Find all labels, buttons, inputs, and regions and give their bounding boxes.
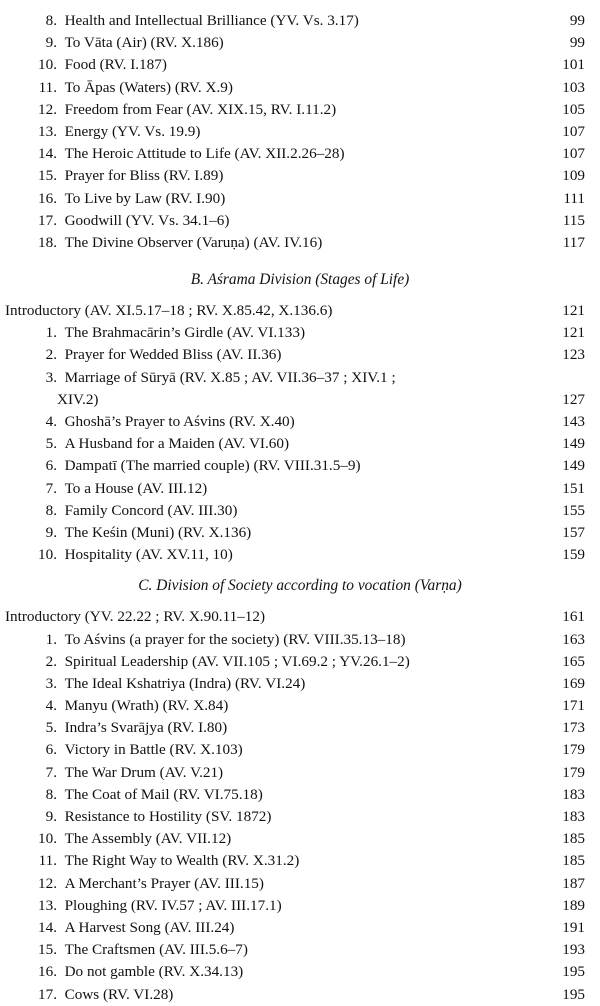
page-number: 99 (569, 34, 585, 52)
entry-title: Ghoshā’s Prayer to Aśvins (RV. X.40) (64, 413, 295, 430)
entry-number: 8. (45, 785, 57, 803)
page-number: 179 (562, 741, 585, 759)
page-number: 101 (562, 56, 585, 74)
entry-title: The Brahmacārin’s Girdle (AV. VI.133) (64, 324, 306, 342)
entry-number: 6. (45, 457, 57, 475)
page-number: 103 (562, 78, 585, 96)
toc-entry (0, 143, 600, 165)
entry-number: 16. (38, 963, 57, 981)
page-number: 115 (562, 211, 585, 229)
entry-title: To Vāta (Air) (RV. X.186) (64, 34, 224, 52)
entry-number: 12. (38, 874, 57, 892)
page-number: 169 (562, 674, 585, 692)
entry-title: The Ideal Kshatriya (Indra) (RV. VI.24) (64, 674, 306, 692)
page-number: 149 (562, 435, 585, 453)
page-number: 105 (562, 100, 585, 118)
entry-title: Victory in Battle (RV. X.103) (64, 741, 243, 759)
entry-title: The War Drum (AV. V.21) (64, 763, 224, 781)
contents-list-c (0, 629, 600, 1006)
toc-entry (0, 961, 600, 983)
page-number: 149 (562, 457, 585, 475)
page-number: 111 (563, 189, 585, 207)
entry-title: Health and Intellectual Brilliance (YV. Vs. 3.17) (64, 12, 359, 29)
toc-entry (0, 895, 600, 917)
page-number: 179 (562, 763, 585, 781)
page-number: 173 (562, 719, 585, 737)
contents-list-a (0, 10, 600, 254)
toc-entry (0, 739, 600, 761)
entry-number: 9. (45, 808, 57, 825)
toc-entry (0, 629, 600, 651)
entry-number: 12. (38, 100, 57, 118)
entry-number: 11. (38, 852, 57, 870)
entry-title: To Live by Law (RV. I.90) (64, 189, 226, 207)
toc-entry (0, 77, 600, 99)
entry-number: 13. (38, 122, 57, 140)
toc-entry (0, 210, 600, 232)
entry-title: Manyu (Wrath) (RV. X.84) (64, 697, 229, 715)
section-c-introductory (0, 606, 600, 628)
section-b-introductory (0, 300, 600, 322)
contents-list-b (0, 322, 600, 566)
toc-entry (0, 433, 600, 455)
toc-entry (0, 344, 600, 366)
entry-number: 11. (38, 78, 57, 96)
entry-number: 18. (38, 233, 57, 251)
page-number: 155 (562, 501, 585, 519)
page-number: 171 (562, 697, 585, 715)
entry-title: To Āpas (Waters) (RV. X.9) (64, 78, 233, 96)
entry-number: 17. (38, 211, 57, 229)
entry-number: 9. (45, 523, 57, 541)
toc-entry (0, 717, 600, 739)
entry-title: Cows (RV. VI.28) (64, 985, 174, 1003)
entry-number: 1. (45, 324, 57, 342)
toc-entry (0, 917, 600, 939)
page-number: 185 (562, 830, 585, 848)
section-b-heading: B. Aśrama Division (Stages of Life) (190, 271, 410, 289)
entry-number: 14. (38, 918, 57, 936)
toc-entry (0, 762, 600, 784)
page-number: 163 (562, 630, 585, 648)
entry-title: Freedom from Fear (AV. XIX.15, RV. I.11.2) (64, 100, 337, 118)
page-number: 157 (562, 523, 585, 541)
entry-title: The Heroic Attitude to Life (AV. XII.2.26–28) (64, 145, 345, 163)
page-number: 123 (562, 346, 585, 364)
page-number: 159 (562, 546, 585, 564)
entry-title: To Aśvins (a prayer for the society) (RV. VIII.35.13–18) (64, 630, 406, 648)
page-number: 99 (569, 12, 585, 29)
page-number: 107 (562, 145, 585, 163)
entry-title: The Craftsmen (AV. III.5.6–7) (64, 941, 248, 959)
page-number: 187 (562, 874, 585, 892)
page-number: 161 (562, 608, 585, 626)
page-number: 143 (562, 413, 585, 430)
entry-number: 9. (45, 34, 57, 52)
section-c-heading: C. Division of Society according to vocation (Varṇa) (138, 577, 462, 595)
page-number: 127 (562, 390, 585, 408)
page-number: 121 (562, 302, 585, 320)
entry-title: Hospitality (AV. XV.11, 10) (64, 546, 233, 564)
entry-number: 15. (38, 941, 57, 959)
toc-entry (0, 544, 600, 566)
toc-entry (0, 188, 600, 210)
toc-entry (0, 54, 600, 76)
toc-entry (0, 806, 600, 828)
entry-title: The Right Way to Wealth (RV. X.31.2) (64, 852, 300, 870)
entry-title: The Assembly (AV. VII.12) (64, 830, 232, 848)
page-number: 183 (562, 785, 585, 803)
entry-number: 7. (45, 763, 57, 781)
page-number: 107 (562, 122, 585, 140)
page-number: 117 (562, 233, 585, 251)
entry-title: Introductory (AV. XI.5.17–18 ; RV. X.85.42, X.136.6) (5, 302, 333, 320)
toc-entry (0, 322, 600, 344)
page-number: 189 (562, 896, 585, 914)
page-number: 193 (562, 941, 585, 959)
toc-entry (0, 232, 600, 254)
toc-entry (0, 850, 600, 872)
toc-entry (0, 478, 600, 500)
page-number: 165 (562, 652, 585, 670)
entry-number: 6. (45, 741, 57, 759)
entry-title: Indra’s Svarājya (RV. I.80) (64, 719, 228, 737)
entry-number: 13. (38, 896, 57, 914)
entry-title: The Coat of Mail (RV. VI.75.18) (64, 785, 263, 803)
page-number: 121 (562, 324, 585, 342)
toc-entry (0, 522, 600, 544)
entry-number: 14. (38, 145, 57, 163)
entry-number: 3. (45, 368, 57, 386)
toc-entry (0, 873, 600, 895)
entry-number: 2. (45, 346, 57, 364)
page-number: 109 (562, 167, 585, 185)
entry-number: 10. (38, 56, 57, 74)
entry-title: A Harvest Song (AV. III.24) (64, 918, 235, 936)
entry-title: Food (RV. I.187) (64, 56, 167, 74)
page-number: 195 (562, 963, 585, 981)
entry-title: A Merchant’s Prayer (AV. III.15) (64, 874, 264, 892)
toc-entry (0, 984, 600, 1006)
entry-title: Prayer for Wedded Bliss (AV. II.36) (64, 346, 282, 364)
entry-number: 15. (38, 167, 57, 185)
page-number: 185 (562, 852, 585, 870)
entry-title: Energy (YV. Vs. 19.9) (64, 122, 201, 140)
toc-entry (0, 695, 600, 717)
entry-number: 2. (45, 652, 57, 670)
toc-entry (0, 673, 600, 695)
entry-title: To a House (AV. III.12) (64, 479, 208, 497)
toc-entry-continuation (0, 389, 600, 411)
entry-title: Marriage of Sūryā (RV. X.85 ; AV. VII.36–37 ; XIV.1 ; (64, 368, 396, 386)
entry-title: Goodwill (YV. Vs. 34.1–6) (64, 211, 230, 229)
entry-number: 8. (45, 12, 57, 29)
entry-number: 4. (45, 413, 57, 430)
entry-title: Family Concord (AV. III.30) (64, 501, 238, 519)
entry-title: Spiritual Leadership (AV. VII.105 ; VI.69.2 ; YV.26.1–2) (64, 652, 410, 670)
toc-entry (0, 121, 600, 143)
entry-title: The Divine Observer (Varuṇa) (AV. IV.16) (64, 233, 323, 251)
entry-number: 5. (45, 435, 57, 453)
entry-title: Do not gamble (RV. X.34.13) (64, 963, 244, 981)
entry-title: The Keśin (Muni) (RV. X.136) (64, 523, 252, 541)
toc-entry (0, 99, 600, 121)
entry-number: 8. (45, 501, 57, 519)
entry-number: 1. (45, 630, 57, 648)
toc-entry (0, 411, 600, 433)
page-number: 183 (562, 808, 585, 825)
toc-entry (0, 828, 600, 850)
toc-entry (0, 500, 600, 522)
entry-number: 10. (38, 546, 57, 564)
entry-title: A Husband for a Maiden (AV. VI.60) (64, 435, 290, 453)
page-number: 191 (562, 918, 585, 936)
toc-entry (0, 165, 600, 187)
entry-title-continued: XIV.2) (57, 390, 99, 408)
page-number: 195 (562, 985, 585, 1003)
entry-title: Dampatī (The married couple) (RV. VIII.31.5–9) (64, 457, 361, 475)
entry-number: 5. (45, 719, 57, 737)
entry-number: 4. (45, 697, 57, 715)
toc-entry (0, 10, 600, 32)
entry-title: Resistance to Hostility (SV. 1872) (64, 808, 272, 825)
page-number: 151 (562, 479, 585, 497)
entry-title: Prayer for Bliss (RV. I.89) (64, 167, 224, 185)
toc-entry (0, 939, 600, 961)
entry-number: 17. (38, 985, 57, 1003)
entry-number: 7. (45, 479, 57, 497)
entry-title: Ploughing (RV. IV.57 ; AV. III.17.1) (64, 896, 282, 914)
entry-title: Introductory (YV. 22.22 ; RV. X.90.11–12) (5, 608, 266, 626)
toc-entry (0, 455, 600, 477)
entry-number: 16. (38, 189, 57, 207)
toc-entry (0, 32, 600, 54)
toc-entry (0, 784, 600, 806)
entry-number: 10. (38, 830, 57, 848)
toc-entry (0, 367, 600, 389)
toc-entry (0, 651, 600, 673)
entry-number: 3. (45, 674, 57, 692)
